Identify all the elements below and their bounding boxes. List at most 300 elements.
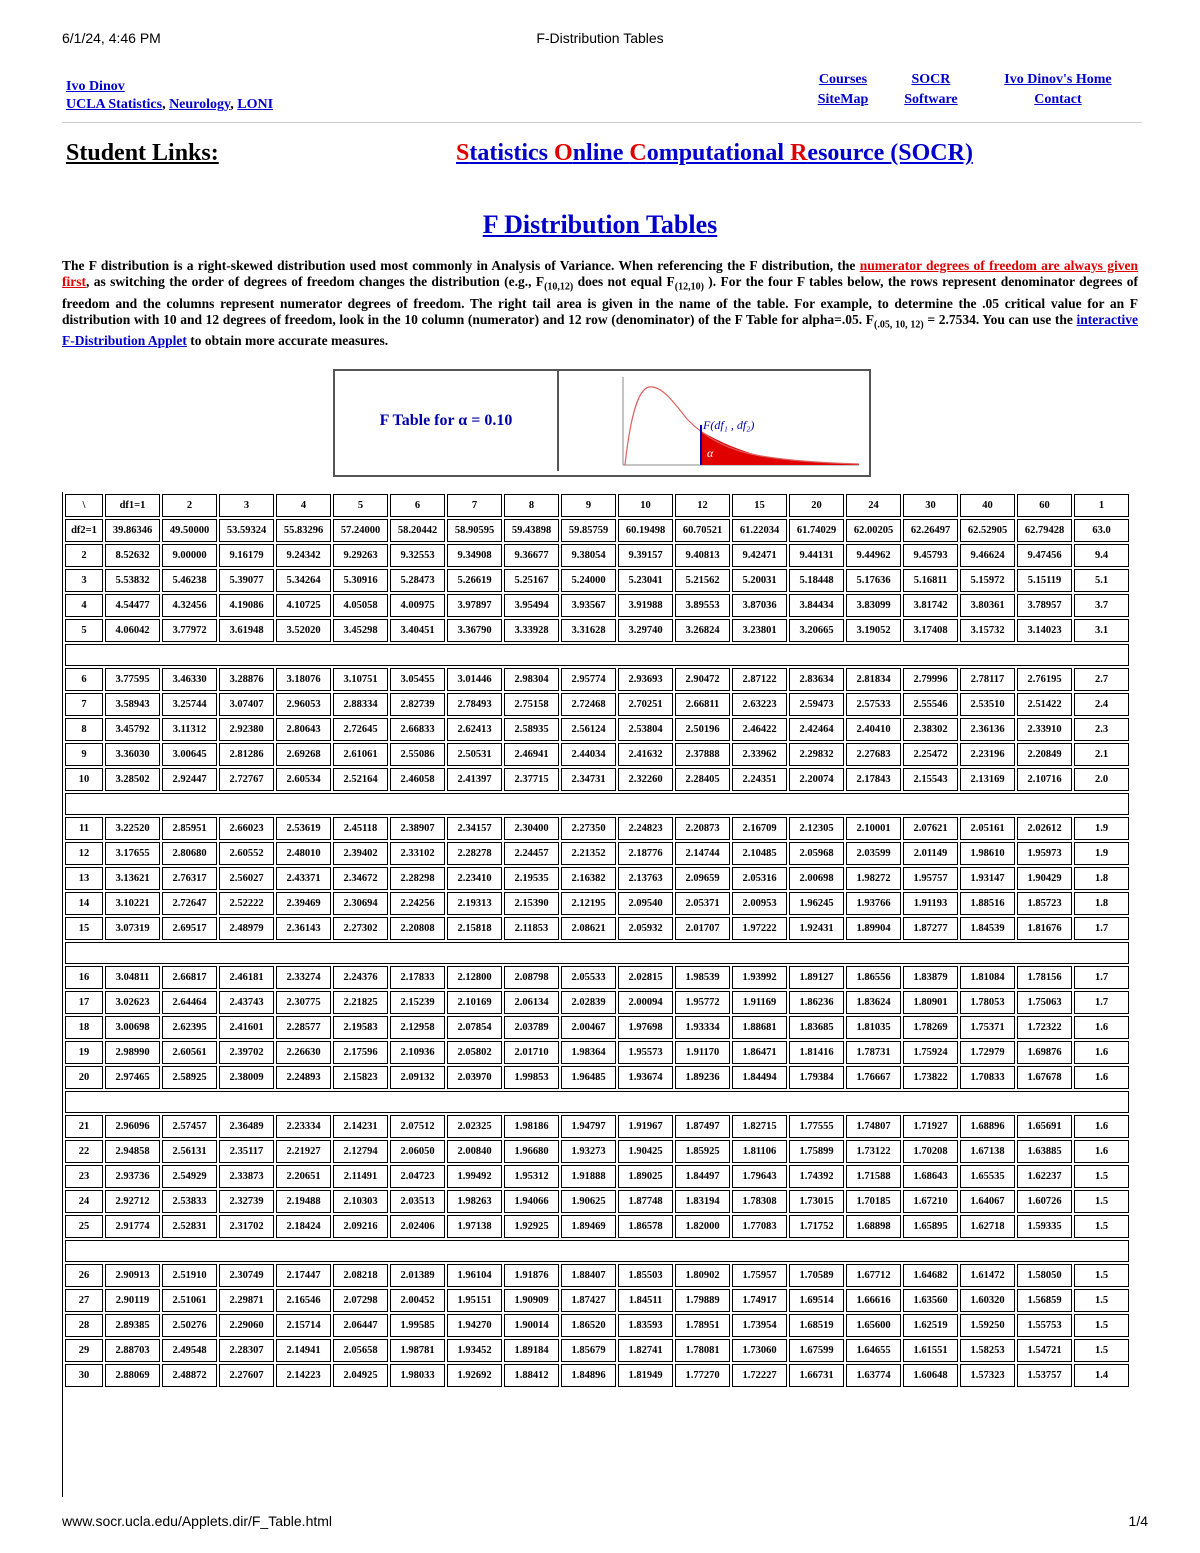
table-cell: 2.53833 xyxy=(162,1190,217,1213)
table-row xyxy=(65,668,1129,691)
table-cell: 2.66833 xyxy=(390,718,445,741)
table-cell: 2.18424 xyxy=(276,1215,331,1238)
table-row xyxy=(65,1041,1129,1064)
table-cell: 2.30400 xyxy=(504,817,559,840)
table-cell: 2.34672 xyxy=(333,867,388,890)
table-cell: 2.19488 xyxy=(276,1190,331,1213)
table-cell: 1.60320 xyxy=(960,1289,1015,1312)
table-cell: 62.52905 xyxy=(960,519,1015,542)
table-cell: 2.35117 xyxy=(219,1140,274,1163)
table-cell: 1.95151 xyxy=(447,1289,502,1312)
table-cell: 1.78081 xyxy=(675,1339,730,1362)
table-cell: 2.98304 xyxy=(504,668,559,691)
table-cell: 2.02815 xyxy=(618,966,673,989)
socr-link[interactable]: SOCR xyxy=(911,72,951,87)
table-cell: 2.17447 xyxy=(276,1264,331,1287)
table-cell: 2.76195 xyxy=(1017,668,1072,691)
table-cell: 2.05932 xyxy=(618,917,673,940)
table-cell: 2.87122 xyxy=(732,668,787,691)
table-cell: 2.53510 xyxy=(960,693,1015,716)
table-row xyxy=(65,619,1129,642)
table-row xyxy=(65,991,1129,1014)
table-cell: 5.17636 xyxy=(846,569,901,592)
table-cell: 2.12195 xyxy=(561,892,616,915)
row-header: 23 xyxy=(65,1165,103,1188)
table-cell: 2.19313 xyxy=(447,892,502,915)
table-cell: 3.29740 xyxy=(618,619,673,642)
table-row xyxy=(65,1364,1129,1387)
alpha-table-label: F Table for α = 0.10 xyxy=(335,371,559,471)
table-cell: 2.10716 xyxy=(1017,768,1072,791)
table-cell: 2.39402 xyxy=(333,842,388,865)
table-cell: 2.97465 xyxy=(105,1066,160,1089)
table-cell: 1.64655 xyxy=(846,1339,901,1362)
table-cell: 2.37888 xyxy=(675,743,730,766)
table-cell: 1.5 xyxy=(1074,1264,1129,1287)
table-row xyxy=(65,594,1129,617)
table-cell: 9.36677 xyxy=(504,544,559,567)
table-cell: 1.78156 xyxy=(1017,966,1072,989)
table-cell: 1.90625 xyxy=(561,1190,616,1213)
table-cell: 2.39702 xyxy=(219,1041,274,1064)
table-cell: 1.59250 xyxy=(960,1314,1015,1337)
table-cell: 3.78957 xyxy=(1017,594,1072,617)
column-header: df1=1 xyxy=(105,494,160,517)
table-cell: 1.95757 xyxy=(903,867,958,890)
table-cell: 1.73060 xyxy=(732,1339,787,1362)
table-cell: 2.57457 xyxy=(162,1115,217,1138)
table-cell: 1.67599 xyxy=(789,1339,844,1362)
table-cell: 1.6 xyxy=(1074,1115,1129,1138)
table-cell: 1.89236 xyxy=(675,1066,730,1089)
table-cell: 2.24823 xyxy=(618,817,673,840)
row-header: 19 xyxy=(65,1041,103,1064)
row-header: 15 xyxy=(65,917,103,940)
table-cell: 2.16709 xyxy=(732,817,787,840)
header-divider xyxy=(62,122,1142,123)
table-cell: 2.09132 xyxy=(390,1066,445,1089)
table-cell: 2.41632 xyxy=(618,743,673,766)
f-applet-link[interactable]: interactive F-Distribution Applet xyxy=(62,311,1138,349)
table-cell: 1.98033 xyxy=(390,1364,445,1387)
table-cell: 1.91888 xyxy=(561,1165,616,1188)
table-cell: 2.03970 xyxy=(447,1066,502,1089)
table-cell: 3.00698 xyxy=(105,1016,160,1039)
table-cell: 2.12800 xyxy=(447,966,502,989)
table-cell: 2.15543 xyxy=(903,768,958,791)
table-cell: 2.50196 xyxy=(675,718,730,741)
table-cell: 2.02406 xyxy=(390,1215,445,1238)
table-cell: 1.5 xyxy=(1074,1165,1129,1188)
table-cell: 1.90429 xyxy=(1017,867,1072,890)
table-cell: 62.00205 xyxy=(846,519,901,542)
home-link[interactable]: Ivo Dinov's Home xyxy=(1004,72,1112,87)
ucla-statistics-link[interactable]: UCLA Statistics xyxy=(66,97,163,112)
table-cell: 2.01149 xyxy=(903,842,958,865)
table-cell: 1.57323 xyxy=(960,1364,1015,1387)
table-cell: 1.77270 xyxy=(675,1364,730,1387)
table-cell: 2.06050 xyxy=(390,1140,445,1163)
table-cell: 2.55546 xyxy=(903,693,958,716)
table-cell: 49.50000 xyxy=(162,519,217,542)
table-cell: 2.70251 xyxy=(618,693,673,716)
table-cell: 2.19535 xyxy=(504,867,559,890)
table-cell: 1.84494 xyxy=(732,1066,787,1089)
table-cell: 5.34264 xyxy=(276,569,331,592)
table-cell: 2.36143 xyxy=(276,917,331,940)
table-cell: 1.71927 xyxy=(903,1115,958,1138)
table-cell: 2.29871 xyxy=(219,1289,274,1312)
table-cell: 2.45118 xyxy=(333,817,388,840)
table-cell: 1.66616 xyxy=(846,1289,901,1312)
table-cell: 2.17833 xyxy=(390,966,445,989)
table-cell: 1.95312 xyxy=(504,1165,559,1188)
table-cell: 3.26824 xyxy=(675,619,730,642)
table-cell: 2.24256 xyxy=(390,892,445,915)
table-cell: 2.00094 xyxy=(618,991,673,1014)
table-cell: 1.73822 xyxy=(903,1066,958,1089)
table-cell: 2.21352 xyxy=(561,842,616,865)
table-cell: 2.80643 xyxy=(276,718,331,741)
table-cell: 2.88334 xyxy=(333,693,388,716)
table-cell: 9.24342 xyxy=(276,544,331,567)
table-cell: 2.81834 xyxy=(846,668,901,691)
table-cell: 1.79889 xyxy=(675,1289,730,1312)
table-cell: 1.5 xyxy=(1074,1339,1129,1362)
table-cell: 2.02325 xyxy=(447,1115,502,1138)
table-cell: 1.98781 xyxy=(390,1339,445,1362)
table-cell: 1.75371 xyxy=(960,1016,1015,1039)
table-cell: 2.33910 xyxy=(1017,718,1072,741)
table-cell: 2.1 xyxy=(1074,743,1129,766)
table-cell: 4.00975 xyxy=(390,594,445,617)
table-cell: 2.04925 xyxy=(333,1364,388,1387)
table-cell: 2.17596 xyxy=(333,1041,388,1064)
table-cell: 8.52632 xyxy=(105,544,160,567)
table-cell: 2.91774 xyxy=(105,1215,160,1238)
table-cell: 2.58935 xyxy=(504,718,559,741)
table-cell: 1.7 xyxy=(1074,917,1129,940)
table-cell: 2.30775 xyxy=(276,991,331,1014)
table-cell: 2.55086 xyxy=(390,743,445,766)
socr-banner-link[interactable]: Statistics Online Computational Resource (SOCR) xyxy=(456,140,973,166)
table-cell: 5.24000 xyxy=(561,569,616,592)
table-cell: 2.49548 xyxy=(162,1339,217,1362)
table-cell: 2.25472 xyxy=(903,743,958,766)
group-separator xyxy=(65,1091,1129,1113)
table-cell: 1.81084 xyxy=(960,966,1015,989)
column-header: 6 xyxy=(390,494,445,517)
table-cell: 2.69268 xyxy=(276,743,331,766)
table-cell: 2.19583 xyxy=(333,1016,388,1039)
table-cell: 3.77595 xyxy=(105,668,160,691)
table-cell: 2.29832 xyxy=(789,743,844,766)
table-cell: 1.83624 xyxy=(846,991,901,1014)
table-cell: 2.15818 xyxy=(447,917,502,940)
column-header: 10 xyxy=(618,494,673,517)
table-cell: 2.64464 xyxy=(162,991,217,1014)
table-row xyxy=(65,768,1129,791)
table-cell: 2.00698 xyxy=(789,867,844,890)
table-cell: 1.75899 xyxy=(789,1140,844,1163)
table-row xyxy=(65,743,1129,766)
table-cell: 2.27350 xyxy=(561,817,616,840)
table-cell: 3.7 xyxy=(1074,594,1129,617)
alpha-figure xyxy=(333,369,871,477)
table-cell: 2.62395 xyxy=(162,1016,217,1039)
table-cell: 1.67138 xyxy=(960,1140,1015,1163)
table-cell: 2.31702 xyxy=(219,1215,274,1238)
table-cell: 1.69876 xyxy=(1017,1041,1072,1064)
table-row xyxy=(65,693,1129,716)
table-cell: 2.13169 xyxy=(960,768,1015,791)
table-cell: 1.5 xyxy=(1074,1190,1129,1213)
table-cell: 1.80902 xyxy=(675,1264,730,1287)
table-cell: 1.91170 xyxy=(675,1041,730,1064)
contact-link[interactable]: Contact xyxy=(1034,92,1082,107)
table-cell: 1.95973 xyxy=(1017,842,1072,865)
table-cell: 2.72647 xyxy=(162,892,217,915)
table-cell: 2.00953 xyxy=(732,892,787,915)
table-cell: 2.26630 xyxy=(276,1041,331,1064)
table-cell: 2.32739 xyxy=(219,1190,274,1213)
table-cell: 1.8 xyxy=(1074,867,1129,890)
table-cell: 1.93452 xyxy=(447,1339,502,1362)
table-cell: 1.93674 xyxy=(618,1066,673,1089)
table-row xyxy=(65,1314,1129,1337)
site-nav xyxy=(800,70,1140,110)
row-header: 5 xyxy=(65,619,103,642)
table-cell: 2.01707 xyxy=(675,917,730,940)
table-cell: 2.13763 xyxy=(618,867,673,890)
table-cell: 3.15732 xyxy=(960,619,1015,642)
table-cell: 1.83593 xyxy=(618,1314,673,1337)
table-cell: 1.8 xyxy=(1074,892,1129,915)
table-cell: 62.26497 xyxy=(903,519,958,542)
table-cell: 2.28298 xyxy=(390,867,445,890)
table-cell: 1.91967 xyxy=(618,1115,673,1138)
table-cell: 57.24000 xyxy=(333,519,388,542)
table-row xyxy=(65,1264,1129,1287)
table-cell: 2.50531 xyxy=(447,743,502,766)
table-cell: 3.05455 xyxy=(390,668,445,691)
table-cell: 2.20849 xyxy=(1017,743,1072,766)
table-cell: 2.82739 xyxy=(390,693,445,716)
table-cell: 5.30916 xyxy=(333,569,388,592)
table-cell: 2.88703 xyxy=(105,1339,160,1362)
table-cell: 1.59335 xyxy=(1017,1215,1072,1238)
courses-link[interactable]: Courses xyxy=(818,72,868,87)
table-cell: 1.78053 xyxy=(960,991,1015,1014)
table-cell: 2.48872 xyxy=(162,1364,217,1387)
table-cell: 2.20651 xyxy=(276,1165,331,1188)
table-cell: 2.51910 xyxy=(162,1264,217,1287)
table-cell: 1.82000 xyxy=(675,1215,730,1238)
table-corner: \ xyxy=(65,494,103,517)
table-cell: 2.30694 xyxy=(333,892,388,915)
table-cell: 9.40813 xyxy=(675,544,730,567)
table-cell: 4.54477 xyxy=(105,594,160,617)
table-cell: 2.56027 xyxy=(219,867,274,890)
table-cell: 2.48979 xyxy=(219,917,274,940)
table-cell: 3.23801 xyxy=(732,619,787,642)
table-cell: 1.58050 xyxy=(1017,1264,1072,1287)
table-cell: 3.52020 xyxy=(276,619,331,642)
print-page-number: 1/4 xyxy=(1128,1513,1148,1529)
neurology-link[interactable]: Neurology xyxy=(169,97,231,112)
table-cell: 2.51061 xyxy=(162,1289,217,1312)
table-cell: 3.36030 xyxy=(105,743,160,766)
table-cell: 2.78117 xyxy=(960,668,1015,691)
table-cell: 1.7 xyxy=(1074,991,1129,1014)
group-separator xyxy=(65,1240,1129,1262)
group-separator xyxy=(65,644,1129,666)
table-cell: 1.86578 xyxy=(618,1215,673,1238)
table-cell: 1.72979 xyxy=(960,1041,1015,1064)
loni-link[interactable]: LONI xyxy=(237,97,274,112)
table-cell: 2.24376 xyxy=(333,966,388,989)
table-cell: 1.90425 xyxy=(618,1140,673,1163)
table-cell: 2.90119 xyxy=(105,1289,160,1312)
table-cell: 1.89469 xyxy=(561,1215,616,1238)
table-cell: 1.87748 xyxy=(618,1190,673,1213)
table-cell: 3.33928 xyxy=(504,619,559,642)
table-cell: 5.46238 xyxy=(162,569,217,592)
table-cell: 1.81949 xyxy=(618,1364,673,1387)
table-cell: 1.78269 xyxy=(903,1016,958,1039)
row-header: 28 xyxy=(65,1314,103,1337)
table-cell: 2.46058 xyxy=(390,768,445,791)
table-cell: 2.60561 xyxy=(162,1041,217,1064)
table-cell: 2.46422 xyxy=(732,718,787,741)
table-cell: 2.94858 xyxy=(105,1140,160,1163)
f-table-container xyxy=(62,492,1147,1497)
table-cell: 1.97698 xyxy=(618,1016,673,1039)
table-cell: 2.50276 xyxy=(162,1314,217,1337)
table-cell: 1.68643 xyxy=(903,1165,958,1188)
table-cell: 2.81286 xyxy=(219,743,274,766)
table-row xyxy=(65,892,1129,915)
table-cell: 1.88407 xyxy=(561,1264,616,1287)
table-cell: 1.89184 xyxy=(504,1339,559,1362)
table-cell: 9.16179 xyxy=(219,544,274,567)
table-cell: 63.0 xyxy=(1074,519,1129,542)
table-cell: 2.41601 xyxy=(219,1016,274,1039)
row-header: 25 xyxy=(65,1215,103,1238)
table-cell: 1.77555 xyxy=(789,1115,844,1138)
table-cell: 3.46330 xyxy=(162,668,217,691)
table-cell: 1.99585 xyxy=(390,1314,445,1337)
table-cell: 1.86471 xyxy=(732,1041,787,1064)
author-link[interactable]: Ivo Dinov xyxy=(66,79,125,94)
table-cell: 2.4 xyxy=(1074,693,1129,716)
table-cell: 3.31628 xyxy=(561,619,616,642)
table-cell: 1.5 xyxy=(1074,1314,1129,1337)
table-cell: 2.17843 xyxy=(846,768,901,791)
table-row xyxy=(65,718,1129,741)
table-cell: 2.43371 xyxy=(276,867,331,890)
table-cell: 1.82715 xyxy=(732,1115,787,1138)
table-cell: 3.10751 xyxy=(333,668,388,691)
table-cell: 2.05533 xyxy=(561,966,616,989)
table-cell: 1.98186 xyxy=(504,1115,559,1138)
table-cell: 2.66817 xyxy=(162,966,217,989)
table-row xyxy=(65,867,1129,890)
table-cell: 2.05802 xyxy=(447,1041,502,1064)
table-cell: 2.10169 xyxy=(447,991,502,1014)
table-cell: 1.62237 xyxy=(1017,1165,1072,1188)
table-cell: 3.18076 xyxy=(276,668,331,691)
table-cell: 3.61948 xyxy=(219,619,274,642)
table-cell: 2.15239 xyxy=(390,991,445,1014)
table-cell: 2.14744 xyxy=(675,842,730,865)
table-cell: 5.39077 xyxy=(219,569,274,592)
table-cell: 2.18776 xyxy=(618,842,673,865)
table-cell: 2.69517 xyxy=(162,917,217,940)
table-cell: 3.87036 xyxy=(732,594,787,617)
table-cell: 1.94270 xyxy=(447,1314,502,1337)
table-cell: 1.6 xyxy=(1074,1140,1129,1163)
table-cell: 1.85679 xyxy=(561,1339,616,1362)
table-cell: 9.46624 xyxy=(960,544,1015,567)
row-header: 7 xyxy=(65,693,103,716)
table-cell: 5.28473 xyxy=(390,569,445,592)
table-row xyxy=(65,1289,1129,1312)
software-link[interactable]: Software xyxy=(904,92,958,107)
sitemap-link[interactable]: SiteMap xyxy=(817,92,869,107)
row-header: 16 xyxy=(65,966,103,989)
table-cell: 2.38302 xyxy=(903,718,958,741)
table-cell: 2.63223 xyxy=(732,693,787,716)
table-cell: 1.9 xyxy=(1074,817,1129,840)
numerator-first-link[interactable]: numerator degrees of freedom are always given first xyxy=(62,258,1138,289)
table-cell: 3.13621 xyxy=(105,867,160,890)
table-cell: 2.12958 xyxy=(390,1016,445,1039)
table-cell: 1.71588 xyxy=(846,1165,901,1188)
table-cell: 3.10221 xyxy=(105,892,160,915)
table-cell: 1.69514 xyxy=(789,1289,844,1312)
table-cell: 2.38009 xyxy=(219,1066,274,1089)
table-cell: 2.23334 xyxy=(276,1115,331,1138)
table-cell: 39.86346 xyxy=(105,519,160,542)
page-title[interactable]: F Distribution Tables xyxy=(482,210,718,239)
table-cell: 53.59324 xyxy=(219,519,274,542)
row-header: 14 xyxy=(65,892,103,915)
table-cell: 1.97222 xyxy=(732,917,787,940)
table-cell: 2.10485 xyxy=(732,842,787,865)
table-cell: 2.3 xyxy=(1074,718,1129,741)
table-cell: 1.95573 xyxy=(618,1041,673,1064)
table-cell: 2.03513 xyxy=(390,1190,445,1213)
table-row xyxy=(65,817,1129,840)
table-cell: 2.72468 xyxy=(561,693,616,716)
table-cell: 60.19498 xyxy=(618,519,673,542)
table-cell: 9.42471 xyxy=(732,544,787,567)
table-cell: 2.28405 xyxy=(675,768,730,791)
table-cell: 1.73954 xyxy=(732,1314,787,1337)
table-cell: 59.43898 xyxy=(504,519,559,542)
table-cell: 1.90014 xyxy=(504,1314,559,1337)
table-cell: 1.95772 xyxy=(675,991,730,1014)
row-header: 3 xyxy=(65,569,103,592)
table-cell: 3.81742 xyxy=(903,594,958,617)
table-cell: 59.85759 xyxy=(561,519,616,542)
table-cell: 1.88516 xyxy=(960,892,1015,915)
table-cell: 2.53804 xyxy=(618,718,673,741)
table-cell: 9.38054 xyxy=(561,544,616,567)
table-row xyxy=(65,544,1129,567)
table-cell: 2.95774 xyxy=(561,668,616,691)
